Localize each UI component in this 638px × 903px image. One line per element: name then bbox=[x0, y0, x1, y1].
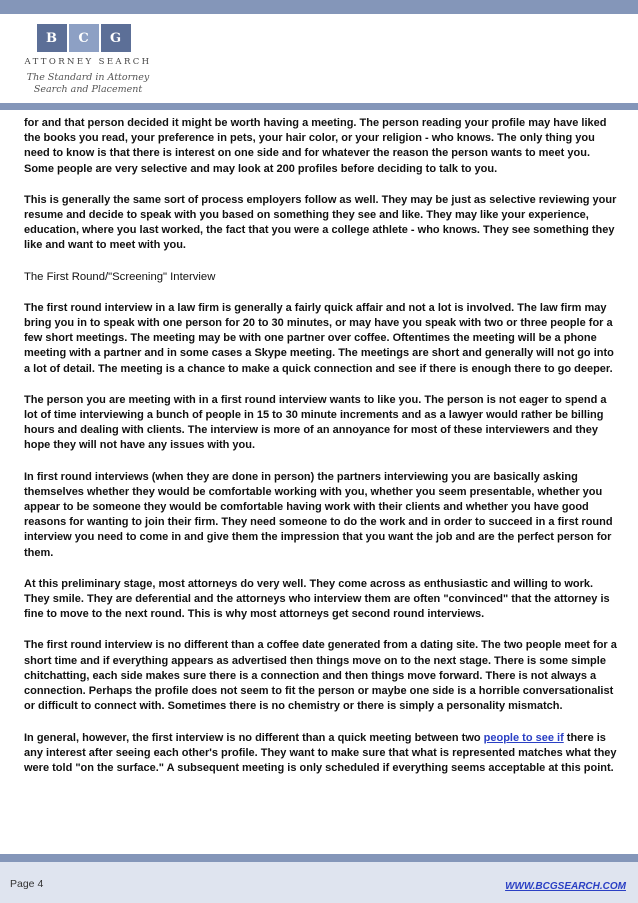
bcg-logo[interactable] bbox=[18, 24, 158, 98]
paragraph-3: The first round interview in a law firm is generally a fairly quick affair and not a lot is involved. The law firm may bring you in to speak with one person for 20 to 30 minutes, or may have you speak with two or three people for a few short meetings. The meeting may be with one partner over coffee. Oftentimes the meeting will be a phone meeting with a partner and in some cases a Skype meeting. The meetings are short and generally will not go into a lot of detail. The meeting is a chance to make a quick connection and see if there is enough there to go deeper. bbox=[24, 301, 614, 375]
paragraph-8 bbox=[24, 731, 620, 777]
paragraph-4: The person you are meeting with in a first round interview wants to like you. The person is not eager to spend a lot of time interviewing a bunch of people in 15 to 30 minute increments and as a lawyer would rather be billing hours and dealing with clients. The interview is more of an annoyance for most of these interviewers and they hope they will not have any issues with you. bbox=[24, 393, 607, 452]
page-number: Page 4 bbox=[10, 878, 44, 890]
section-heading: The First Round/"Screening" Interview bbox=[24, 270, 216, 283]
tagline-line-2: Search and Placement bbox=[33, 84, 143, 95]
paragraph-5: In first round interviews (when they are done in person) the partners interviewing you are basically asking themselves whether they would be comfortable working with you, whether you seem presentable, whether you appear to be someone they would be comfortable having work with their clients and whether you have good reasons for wanting to join their firm. They need someone to do the work and in order to succeed in a first round interview you need to come in and give them the impression that you want the job and are the perfect person for them. bbox=[24, 470, 613, 559]
header-divider bbox=[0, 103, 638, 110]
tagline-line-1: The Standard in Attorney bbox=[26, 72, 150, 83]
paragraph-2: This is generally the same sort of process employers follow as well. They may be just as selective reviewing your resume and decide to speak with you based on something they see and like. They may like your experience, education, where you last worked, the fact that you were a college athlete - who knows. They see something they like and want to meet with you. bbox=[24, 193, 617, 252]
document-body bbox=[24, 116, 620, 792]
paragraph-6: At this preliminary stage, most attorneys do very well. They come across as enthusiastic and willing to work. They smile. They are deferential and the attorneys who interview them are often "convinced" that the attorney is fine to move to the next round. This is why most attorneys get second round interviews. bbox=[24, 577, 610, 621]
website-link[interactable]: WWW.BCGSEARCH.COM bbox=[505, 881, 626, 892]
people-to-see-if-link[interactable]: people to see if bbox=[483, 731, 564, 744]
logo-letter-c: C bbox=[69, 24, 99, 52]
paragraph-8-start: In general, however, the first interview is no different than a quick meeting between two bbox=[24, 731, 484, 744]
paragraph-8-end: there is any interest after seeing each other's profile. They want to make sure that what is represented matches what they were told "on the surface." A subsequent meeting is only scheduled if everything seems acceptable at this point. bbox=[24, 731, 617, 774]
top-accent-bar bbox=[0, 0, 638, 14]
logo-subtitle: ATTORNEY SEARCH bbox=[24, 57, 152, 67]
logo-letter-b: B bbox=[37, 24, 67, 52]
logo-tagline bbox=[18, 72, 158, 96]
footer-accent-bar bbox=[0, 854, 638, 862]
logo-letter-g: G bbox=[101, 24, 131, 52]
paragraph-1: for and that person decided it might be worth having a meeting. The person reading your profile may have liked the books you read, your preference in pets, your hair color, or your religion - who knows. The only thing you need to know is that there is interest on one side and for whatever the reason the person wants to meet you. Some people are very selective and may look at 200 profiles before deciding to talk to you. bbox=[24, 117, 607, 175]
logo-letter-boxes bbox=[37, 24, 133, 52]
paragraph-7: The first round interview is no different than a coffee date generated from a dating site. The two people meet for a short time and if everything appears as advertised then things move on to the next stage. There is some simple chitchatting, each side makes sure there is a connection and then things move forward. There is not always a connection. Perhaps the profile does not seem to fit the person or maybe one side is a horrible conversationalist or difficult to connect with. Sometimes there is no chemistry or there is simply a personality mismatch. bbox=[24, 639, 617, 713]
